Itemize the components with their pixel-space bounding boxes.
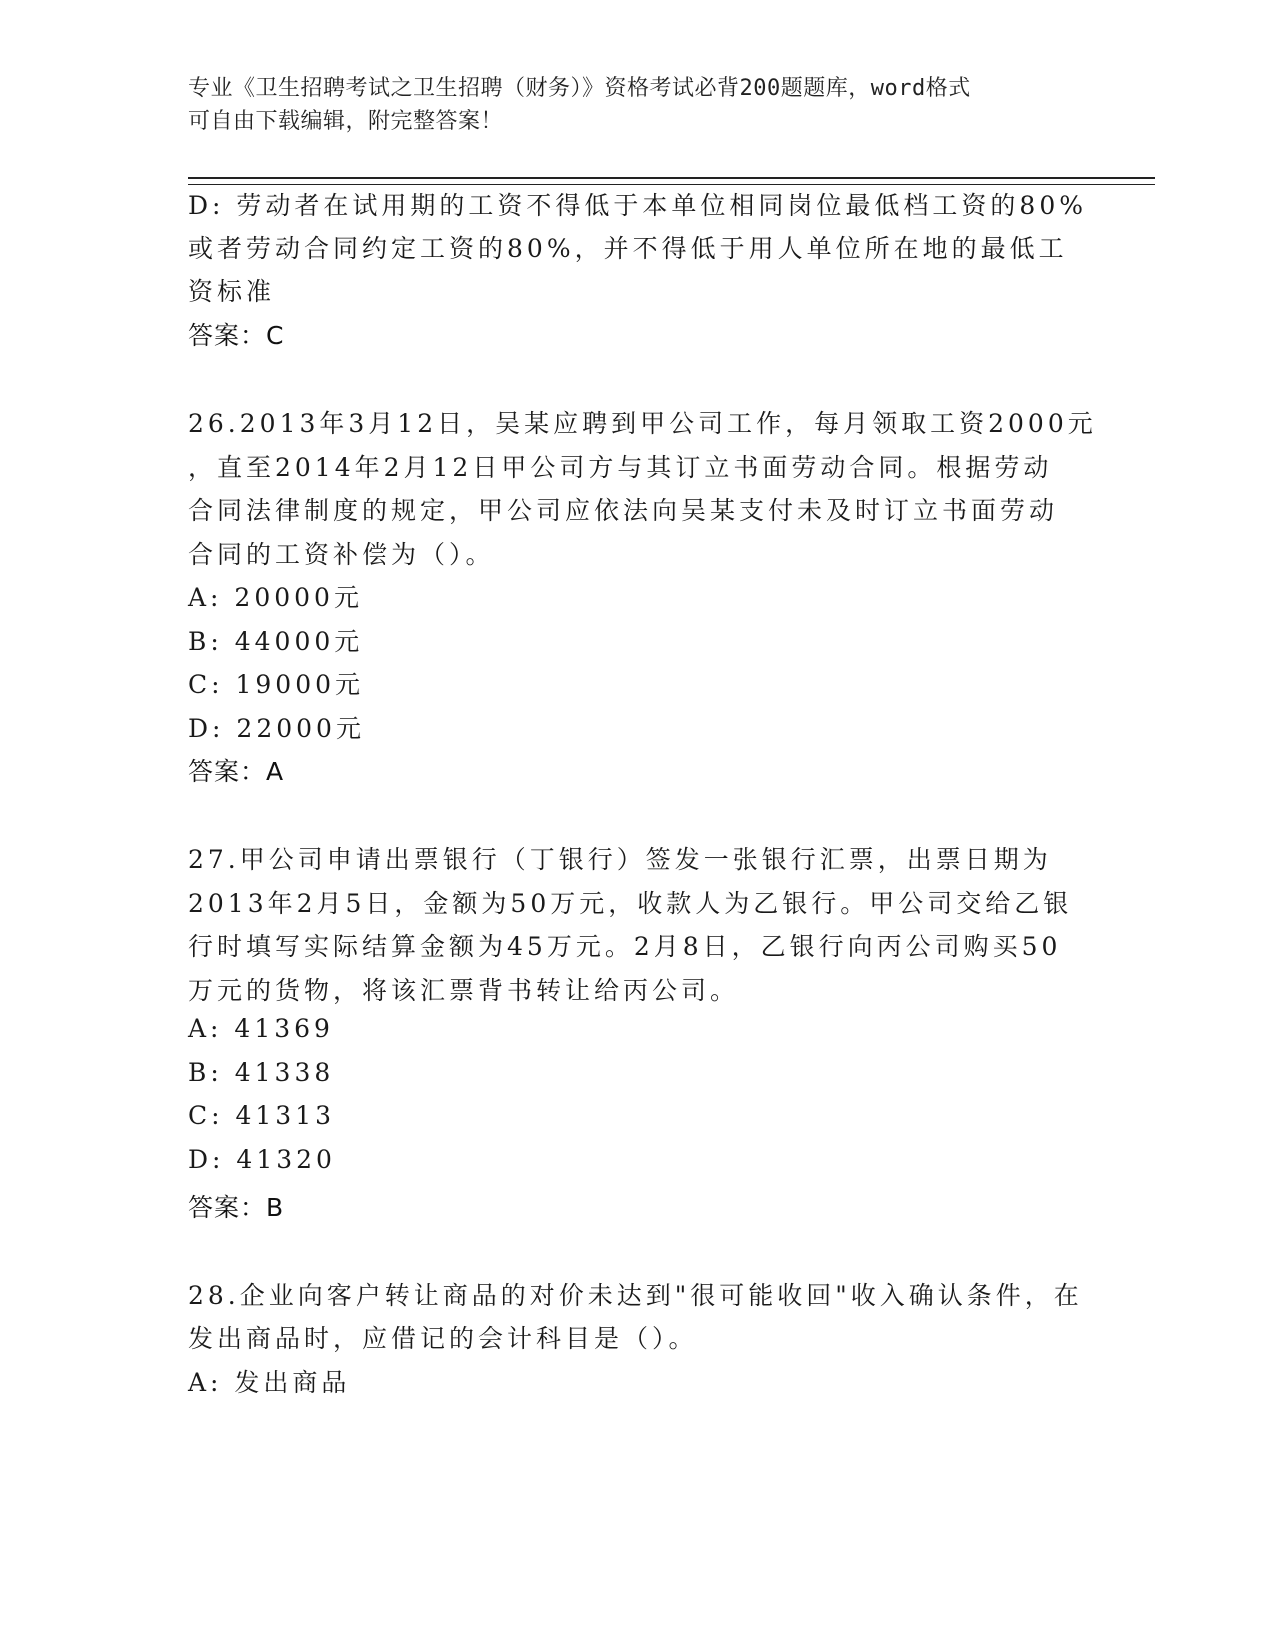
header-title-line-2: 可自由下载编辑，附完整答案！ [188, 109, 504, 134]
prev-answer: 答案：C [188, 321, 285, 350]
q26-stem-line-3: 合同法律制度的规定，甲公司应依法向吴某支付未及时订立书面劳动 [188, 496, 1059, 525]
document-header [188, 72, 1068, 138]
q27-option-c: C: 41313 [188, 1101, 336, 1130]
q26-option-d: D: 22000元 [188, 714, 365, 743]
q26-stem-line-2: ，直至2014年2月12日甲公司方与其订立书面劳动合同。根据劳动 [188, 453, 1053, 482]
prev-option-d-line-3: 资标准 [188, 277, 276, 306]
q26-stem-line-4: 合同的工资补偿为（）。 [188, 540, 495, 569]
q26-stem-line-1: 26.2013年3月12日，吴某应聘到甲公司工作，每月领取工资2000元 [188, 409, 1097, 438]
prev-option-d-line-1: D: 劳动者在试用期的工资不得低于本单位相同岗位最低档工资的80% [188, 191, 1087, 220]
q26-option-a: A: 20000元 [188, 583, 363, 612]
q26-option-b: B: 44000元 [188, 627, 364, 656]
q27-stem-line-3: 行时填写实际结算金额为45万元。2月8日，乙银行向丙公司购买50 [188, 932, 1062, 961]
q28-option-a: A: 发出商品 [188, 1368, 351, 1397]
q27-stem-line-4: 万元的货物，将该汇票背书转让给丙公司。 [188, 976, 740, 1005]
header-title-line-1: 专业《卫生招聘考试之卫生招聘（财务）》资格考试必背200题题库，word格式 [188, 76, 971, 101]
header-rule-thick [188, 177, 1155, 179]
q27-stem-line-1: 27.甲公司申请出票银行（丁银行）签发一张银行汇票，出票日期为 [188, 845, 1052, 874]
q27-option-b: B: 41338 [188, 1058, 335, 1087]
header-rule-thin [188, 184, 1155, 185]
q28-stem-line-2: 发出商品时，应借记的会计科目是（）。 [188, 1324, 698, 1353]
q26-option-c: C: 19000元 [188, 670, 365, 699]
q27-answer: 答案：B [188, 1193, 285, 1222]
prev-option-d-line-2: 或者劳动合同约定工资的80%，并不得低于用人单位所在地的最低工 [188, 234, 1068, 263]
q28-stem-line-1: 28.企业向客户转让商品的对价未达到"很可能收回"收入确认条件，在 [188, 1281, 1083, 1310]
q27-option-a: A: 41369 [188, 1014, 334, 1043]
q27-option-d: D: 41320 [188, 1145, 336, 1174]
q26-answer: 答案：A [188, 757, 285, 786]
q27-stem-line-2: 2013年2月5日，金额为50万元，收款人为乙银行。甲公司交给乙银 [188, 889, 1073, 918]
